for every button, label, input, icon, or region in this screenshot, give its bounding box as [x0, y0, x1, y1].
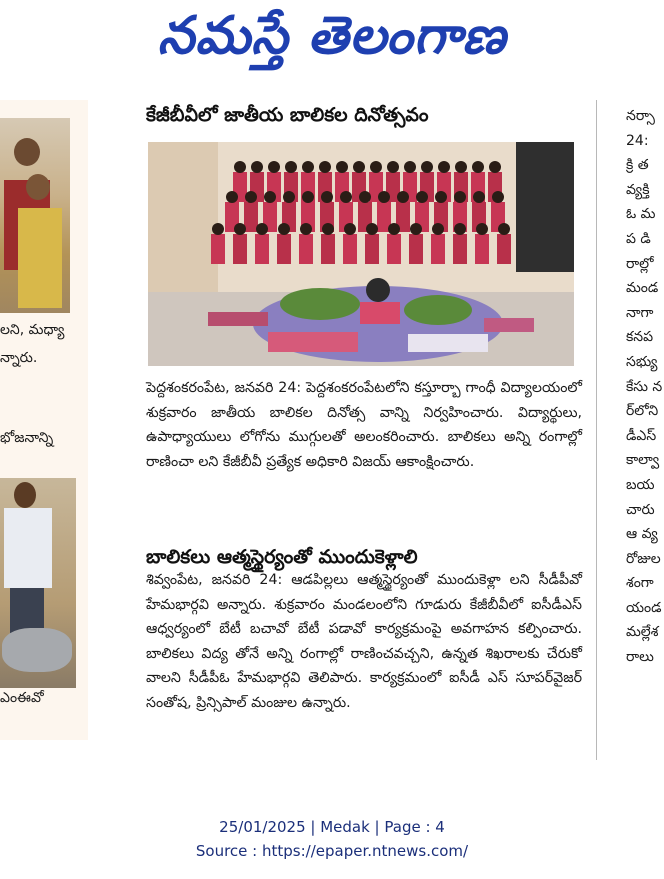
right-text-line: రోజుల [626, 550, 661, 567]
right-text-line: మండ [626, 280, 659, 297]
right-text-line: బయ [626, 476, 655, 493]
right-text-line: సభ్యు [626, 353, 658, 370]
right-text-line: ప డి [626, 230, 651, 247]
article-subheadline: బాలికలు ఆత్మస్థైర్యంతో ముందుకెళ్లాలి [146, 546, 418, 568]
newspaper-masthead [0, 0, 664, 84]
right-text-line: కనప [626, 329, 654, 346]
footer-source: Source : https://epaper.ntnews.com/ [195, 842, 469, 860]
right-text-line: శంగా [626, 575, 654, 592]
right-text-line: నాగా [626, 304, 654, 321]
right-text-line: రాలు [626, 649, 654, 666]
right-text-line: కాల్వా [626, 452, 660, 469]
left-news-photo-bottom [0, 478, 76, 688]
right-text-line: ఆ వ్య [626, 526, 658, 543]
column-divider [596, 100, 597, 760]
article-headline: కేజీబీవీలో జాతీయ బాలికల దినోత్సవం [146, 104, 429, 126]
left-text-line: లని, మధ్యా [0, 322, 65, 338]
right-text-line: యండ [626, 599, 662, 616]
right-text-line: మల్లేశ [626, 624, 659, 641]
right-text-line: నర్సా [626, 108, 655, 124]
left-text-line: భోజనాన్ని [0, 430, 54, 446]
photo-illustration [148, 142, 574, 366]
right-text-line: 24: [626, 132, 649, 149]
right-text-line: కేసు న [626, 378, 663, 395]
right-text-line: రాల్లో [626, 255, 654, 272]
right-adjacent-column [626, 104, 664, 754]
right-text-line: ర్‌లోని [626, 403, 659, 420]
left-news-photo-top [0, 118, 70, 313]
right-text-line: ఓ మ [626, 206, 656, 223]
right-text-line: డీఎస్ [626, 427, 657, 444]
article-paragraph-2: శివ్వంపేట, జనవరి 24: ఆడపిల్లలు ఆత్మస్థైర్యంతో ముందుకెళ్లా లని సీడీపీవో హేమభార్గవి అన్నారు. శుక్రవారం మండలంలోని గూడురు కేజీబీవీలో ఐసీడీఎస్ ఆధ్వర్యంలో బేటీ బచావో బేటీ పడావో కార్యక్రమంపై అవగాహన కల్పించారు. బాలికలు విద్య తోనే అన్ని రంగాల్లో రాణించవచ్చని, ఉన్నత శిఖరాలకు చేరుకో వాలని సీడీపీఓ హేమభార్గవి తెలిపారు. కార్యక్రమంలో ఐసీడీ ఎస్ సూపర్‌వైజర్ సంతోష, ప్రిన్సిపాల్ మంజుల ఉన్నారు. [146, 572, 582, 711]
left-adjacent-column [0, 100, 88, 740]
article-paragraph-1: పెద్దశంకరంపేట, జనవరి 24: పెద్దశంకరంపేటలోని కస్తూర్బా గాంధీ విద్యాలయంలో శుక్రవారం జాతీయ బాలికల దినోత్స వాన్ని నిర్వహించారు. విద్యార్థులు, ఉపాధ్యాయులు లోగోను ముగ్గులతో అలంకరించారు. బాలికలు అన్ని రంగాల్లో రాణించా లని కేజీబీవీ ప్రత్యేక అధికారి విజయ్ ఆకాంక్షించారు. [146, 380, 582, 470]
students-rangoli-photo [148, 142, 574, 366]
footer-date-edition: 25/01/2025 | Medak | Page : 4 [219, 818, 445, 836]
masthead-title: నమస్తే తెలంగాణ [157, 5, 507, 66]
right-text-line: చారు [626, 501, 655, 518]
left-text-line: ఎంఈవో [0, 690, 44, 706]
right-text-line: క్రి త [626, 157, 649, 174]
right-text-line: వ్యక్తి [626, 181, 650, 198]
left-text-line: న్నారు. [0, 350, 38, 366]
